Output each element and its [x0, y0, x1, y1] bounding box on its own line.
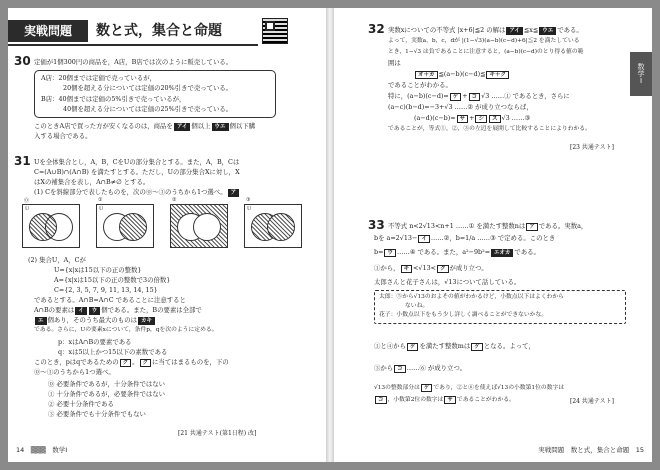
part2-line: である。さらに，Uの要素xについて，条件p，qを次のように定める。 — [34, 327, 218, 333]
problem-33-after — [374, 342, 535, 351]
problem-32-line — [414, 114, 530, 123]
question-text: ……⑥ が成り立つ。 — [406, 364, 466, 372]
problem-32-source: [23 共通テスト] — [570, 144, 614, 151]
question-text: 個以下購 — [229, 122, 256, 130]
question-text: である。実数a， — [538, 222, 588, 230]
right-page — [334, 8, 652, 462]
question-text: ……②，b=1/a ……③ で定める。このとき — [430, 234, 556, 242]
question-text: であることがわかる。 — [456, 397, 515, 403]
venn-diagram-2[interactable] — [170, 197, 228, 248]
pricing-box — [34, 70, 276, 118]
problem-32-line: 囲は — [388, 59, 401, 67]
answer-box-e[interactable]: エ — [35, 317, 47, 325]
problem-30-question-end: 入する場合である。 — [34, 132, 92, 140]
choice-1[interactable]: ① 十分条件であるが，必要条件ではない — [48, 390, 166, 398]
venn-diagram-0[interactable] — [22, 198, 80, 248]
problem-30-question — [34, 122, 255, 131]
question-text: 個以上 — [191, 122, 211, 130]
choice-2[interactable]: ② 必要十分条件である — [48, 400, 114, 408]
footer-left: 14 ▒▒▒ 数学Ⅰ — [16, 446, 68, 454]
question-text: ③から — [374, 364, 394, 372]
question-text: b= — [374, 248, 384, 256]
page-number: 15 — [635, 446, 644, 454]
problem-31-number: 31 — [14, 154, 31, 168]
venn-u-label: U — [25, 206, 30, 212]
problem-31-line — [34, 188, 240, 197]
header-rule — [8, 44, 258, 46]
problem-32-line — [388, 92, 570, 101]
problem-30-number: 30 — [14, 54, 31, 68]
answer-box-ke[interactable]: ケ — [450, 93, 462, 101]
question-text: を満たす整数mは — [419, 342, 471, 350]
box-line: A店：20個までは定価で売っているが， — [41, 74, 156, 82]
venn-circle-b — [267, 213, 295, 241]
question-text: ≦(a−b)(c−d)≦ — [438, 70, 486, 78]
left-page — [8, 8, 326, 462]
problem-33-source: [24 共通テスト] — [570, 398, 614, 405]
answer-box-u[interactable]: ウ — [384, 249, 396, 257]
answer-box-ai[interactable]: アイ — [174, 123, 191, 131]
problem-33-line: 太郎さんと花子さんは，√13について話している。 — [374, 278, 521, 286]
venn-circle-b — [193, 213, 221, 241]
section-tag: 実戦問題 — [8, 20, 88, 42]
venn-diagram-3[interactable] — [244, 197, 302, 248]
question-text: ①と④から — [374, 342, 406, 350]
venn-circle-b — [119, 213, 147, 241]
answer-box-i[interactable]: イ — [75, 307, 87, 315]
page-number: 14 — [16, 446, 25, 454]
part2-line: U={x|xは15以下の正の整数} — [54, 266, 142, 274]
problem-32-line: (a−c)(b−d)=−3+√3 ……② が成り立つならば， — [388, 103, 533, 111]
question-text: このときA店で買った方が安くなるのは，商品を — [34, 122, 173, 130]
venn-u-label: U — [99, 206, 104, 212]
question-text: <√13< — [413, 264, 436, 272]
question-text: ……④ である。また，a²−9b²= — [396, 248, 491, 256]
question-text: 。 — [132, 358, 139, 366]
qr-code-icon[interactable] — [262, 18, 288, 44]
problem-32-range — [414, 70, 510, 79]
venn-label: ⓪ — [24, 198, 30, 204]
box-line: 20個を超える分については定価の20%引きで売っている。 — [63, 84, 233, 92]
box-line: B店：40個までは定価の5%引きで売っているが， — [41, 95, 186, 103]
answer-box-ku-ref[interactable]: ク — [140, 359, 152, 367]
part2-line: (2) 集合U，A，Cが — [28, 256, 86, 264]
part2-line: であるとする。A∩B=A∩C であることに注意すると — [34, 296, 186, 304]
part2-line: ⓪〜③のうちから1つ選べ。 — [34, 368, 115, 376]
venn-circle-b — [45, 213, 73, 241]
question-text: に当てはまるものを，下の — [152, 358, 229, 366]
problem-32-number: 32 — [368, 22, 385, 36]
answer-box-ke-ref[interactable]: ケ — [471, 343, 483, 351]
dialog-line: 太郎：⑤から√13のおよその値がわかるけど，小数点以下はよくわから — [379, 294, 564, 300]
problem-33-after — [374, 364, 466, 373]
answer-box-kiku[interactable]: キ＋ク — [486, 71, 509, 79]
question-text: 実数xについての不等式 |x+6|≦2 の解は — [388, 26, 506, 34]
answer-box-shi[interactable]: シ — [475, 115, 487, 123]
answer-box-ue[interactable]: ウエ — [539, 27, 556, 35]
problem-30-intro: 定価が1個300円の商品を，A店，B店では次のように販売している。 — [34, 58, 233, 66]
problem-31-line: C=(A∪B)∩(A∩B) を満たすとする。ただし，Uの部分集合Xに対し，X — [34, 168, 240, 176]
problem-32-line: であることがわかる。 — [388, 81, 452, 89]
answer-box-ko-digit[interactable]: コ — [375, 396, 387, 404]
section-title: 数と式，集合と命題 — [96, 23, 222, 39]
problem-32-line: よって，実数a，b，c，dが |(1−√3)(a−b)(c−d)+6|≦2 を満たしている — [388, 38, 580, 44]
question-text: ，小数第2位の数字は — [387, 397, 444, 403]
side-tab[interactable]: 数学Ⅰ — [630, 52, 652, 96]
choice-3[interactable]: ③ 必要条件でも十分条件でもない — [48, 410, 146, 418]
venn-label: ② — [172, 197, 177, 203]
answer-box-a[interactable]: ア — [526, 223, 538, 231]
venn-diagram-1[interactable] — [96, 197, 154, 248]
problem-33-line — [374, 264, 488, 273]
footer-right — [538, 445, 644, 454]
question-text: ①から， — [374, 264, 400, 272]
condition-q: q：xは5以上かつ15以下の素数である — [58, 348, 168, 356]
question-text: (1) Cを斜線部分で表したものを，次の⓪〜③のうちから1つ選べ。 — [34, 188, 227, 196]
question-text: 特に，(a−b)(c−d)= — [388, 92, 449, 100]
problem-31-source: [21 共通テスト(第1日程) 改] — [178, 430, 257, 437]
problem-32-line: であることが，等式①，②，③の左辺を展開して比較することによりわかる。 — [388, 126, 591, 132]
answer-box-ai[interactable]: アイ — [506, 27, 523, 35]
answer-box-eoka[interactable]: エオカ — [491, 249, 513, 257]
question-text: A∩Bの要素は — [34, 306, 75, 314]
answer-box-sa[interactable]: サ — [444, 396, 456, 404]
problem-33-line — [388, 222, 587, 231]
dialog-line: ないね。 — [405, 303, 429, 309]
dialog-line: 花子：小数点以下をもう少し詳しく調べることができないかな。 — [379, 312, 548, 318]
question-text: (a−d)(c−b)= — [414, 114, 456, 122]
question-text: √13の整数部分は — [374, 385, 420, 391]
problem-33-number: 33 — [368, 218, 385, 232]
answer-box-ku[interactable]: ク — [437, 265, 449, 273]
answer-box-ki[interactable]: キ — [401, 265, 413, 273]
question-text: 個あり，そのうち最大のものは — [47, 316, 137, 324]
dialog-box — [374, 290, 626, 324]
question-text: √3 ……③ — [501, 114, 531, 122]
question-text: である。 — [557, 26, 583, 34]
question-text: このとき，pはqであるための — [34, 358, 119, 366]
venn-label: ③ — [246, 197, 251, 203]
answer-box-ue[interactable]: ウエ — [212, 123, 229, 131]
condition-p: p：xはA∩Bの要素である — [58, 338, 132, 346]
question-text: 個である。また，Bの要素は全部で — [101, 306, 202, 314]
answer-box-su[interactable]: ス — [489, 115, 501, 123]
answer-box-ko[interactable]: コ — [394, 365, 406, 373]
question-text: √3 ……① であるとき，さらに — [481, 92, 570, 100]
part2-line: C={2, 3, 5, 7, 9, 11, 13, 14, 15} — [54, 286, 158, 294]
question-text: 不等式 n<2√13<n+1 ……① を満たす整数nは — [388, 222, 526, 230]
part2-line — [34, 306, 202, 315]
question-text: bを a=2√13− — [374, 234, 418, 242]
problem-33-line — [374, 248, 540, 257]
section-header — [8, 20, 258, 42]
answer-box-oka[interactable]: オ＋カ — [415, 71, 438, 79]
answer-box-ke[interactable]: ケ — [407, 343, 419, 351]
answer-box-u[interactable]: ウ — [89, 307, 101, 315]
footer-label: 数学Ⅰ — [52, 446, 68, 454]
box-line: 40個を超える分については定価の25%引きで売っている。 — [63, 105, 233, 113]
question-text: である。 — [514, 248, 540, 256]
choice-0[interactable]: ⓪ 必要条件であるが，十分条件ではない — [48, 380, 166, 388]
answer-box-ke-int[interactable]: ケ — [421, 384, 433, 392]
question-text: となる。よって， — [483, 342, 535, 350]
problem-31-line: Uを全体集合とし，A，B，CをUの部分集合とする。また，A，B，Cは — [34, 158, 240, 166]
part2-line — [34, 316, 156, 325]
problem-33-line — [374, 234, 555, 243]
question-text: + — [462, 92, 468, 100]
answer-box-sa[interactable]: サ — [457, 115, 469, 123]
part2-line — [34, 358, 229, 367]
problem-32-line: とき，1−√3 は負であることに注意すると，(a−b)(c−d)のとり得る値の範 — [388, 49, 584, 55]
book-gutter — [326, 8, 334, 462]
footer-label: 実戦問題 数と式，集合と命題 — [538, 446, 630, 454]
problem-33-after — [374, 396, 515, 404]
venn-label: ① — [98, 197, 103, 203]
problem-32-line — [388, 26, 583, 35]
problem-31-line: はXの補集合を表し，A∩B≠∅ とする。 — [34, 178, 150, 186]
part2-line: A={x|xは15以下の正の整数で3の倍数} — [54, 276, 171, 284]
venn-u-label: U — [247, 206, 252, 212]
question-text: であり，②と⑥を使えば√13の小数第1位の数字は — [433, 385, 565, 391]
question-text: が成り立つ。 — [449, 264, 488, 272]
answer-box-ku[interactable]: ク — [120, 359, 132, 367]
question-text: + — [469, 114, 475, 122]
answer-box-i[interactable]: イ — [418, 235, 430, 243]
answer-box-a[interactable]: ア — [228, 189, 240, 197]
question-text: ≦x≦ — [523, 26, 539, 34]
problem-33-after — [374, 384, 564, 392]
answer-box-kaki[interactable]: カキ — [138, 317, 155, 325]
answer-box-ko[interactable]: コ — [469, 93, 481, 101]
